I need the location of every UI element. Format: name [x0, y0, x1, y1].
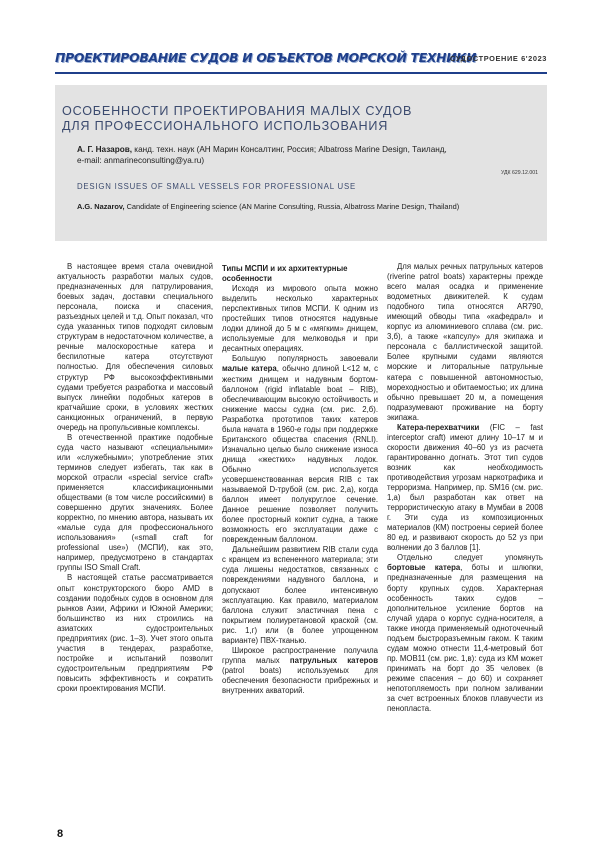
- header-rule: [55, 72, 547, 74]
- text-run: (patrol boats) используемых для обеспечения безопасности прибрежных и внутренних акваторий.: [222, 665, 378, 695]
- page-number: 8: [57, 828, 64, 840]
- text-run: (FIC – fast interceptor craft) имеют длину 10–17 м и скорости движения 40–60 уз из расчета гарантированно догнать. Этот тип судов возник как необходимость противодействия угрозам наркотрафика и терроризма. Например, пр. SM16 (см. рис. 1,а) был разработан как ответ на террористическую атаку в Мумбаи в 2008 г. Эти суда из композиционных материалов (КМ) построены серией более 80 ед. и развивают скорость до 52 уз при волнении до 3 баллов [1].: [387, 422, 543, 553]
- bold-term: Катера-перехватчики: [397, 422, 480, 432]
- paragraph: В отечественной практике подобные суда часто называют «специальными» или «служебными»; употребление этих терминов следует избегать, так как в морской отрасли «special service craft» применяется классификационными обществами (в том числе российскими) в совершенно других значениях. Более корректно, по мнению автора, называть их «малые суда для профессионального использования» («small craft for professional use») (МСПИ), как это, например, предусмотрено в стандартах группы ISO Small Craft.: [57, 432, 213, 573]
- section-title: ПРОЕКТИРОВАНИЕ СУДОВ И ОБЪЕКТОВ МОРСКОЙ ТЕХНИКИ: [55, 50, 477, 65]
- title-ru-line-1: ОСОБЕННОСТИ ПРОЕКТИРОВАНИЯ МАЛЫХ СУДОВ: [62, 104, 413, 118]
- paragraph: В настоящей статье рассматривается опыт конструкторского бюро AMD в создании подобных судов в основном для рынков Азии, Африки и Южной Америки; большинство из них строились на азиатских судостроительных предприятиях (рис. 1–3). Учет этого опыта участия в тендерах, разработке, постройке и испытаний позволит судостроительным предприятиям РФ повысить эффективность и сократить сроки проектирования МСПИ.: [57, 573, 213, 693]
- text-column-1: [57, 262, 213, 694]
- paragraph: Исходя из мирового опыта можно выделить несколько характерных перспективных типов МСПИ. К одним из простейших типов относятся надувные лодки длиной до 5 м с «мягким» днищем, используемые для мелководья и при десантных операциях.: [222, 284, 378, 354]
- text-column-3: [387, 262, 543, 714]
- paragraph: [222, 646, 378, 696]
- text-run: , обычно длиной L<12 м, с жестким днищем и надувным бортом-баллоном (rigid inflatable boat – RIB), обеспечивающим высокую остойчивость и снижение массы судна (см. рис. 2,б). Разработка прототипов таких катеров была начата в 1960-е годы при поддержке Британского общества спасения (RNLI). Изначально целью было снижение износа днища «жестких» надувных лодок. Обычно используется усовершенствованная версия RIB с так называемой D-трубой (см. рис. 2,а), когда баллон имеет полукруглое сечение. Данное решение позволяет получить более просторный кокпит судна, а также возможность его эксплуатации даже с поврежденным баллоном.: [222, 364, 378, 545]
- paragraph: В настоящее время стала очевидной актуальность разработки малых судов, предназначенных для патрулирования, боевых задач, доставки специального персонала, поиска и спасения, разъездных целей и т.д. Опыт показал, что суда указанных типов подходят силовым структурам в недостаточном количестве, а речные малоскоростные катера и беспилотные катера отсутствуют полностью. Для обеспечения силовых структур РФ высокоэффективными судами требуется разработка и массовый выпуск линейки подобных катеров в кратчайшие сроки, в условиях жестких санкционных ограничений, в первую очередь на пропульсивные комплексы.: [57, 262, 213, 432]
- udc-code: УДК 629.12.001: [500, 170, 538, 176]
- author-en: [77, 202, 537, 211]
- paragraph: [387, 423, 543, 554]
- running-header: [55, 50, 547, 72]
- author-en-name: A.G. Nazarov,: [77, 202, 125, 211]
- bold-term: бортовые катера: [387, 563, 461, 573]
- paragraph: [387, 553, 543, 714]
- title-ru-line-2: ДЛЯ ПРОФЕССИОНАЛЬНОГО ИСПОЛЬЗОВАНИЯ: [62, 118, 389, 133]
- bold-term: малые катера: [222, 364, 277, 374]
- article-title-ru: [62, 104, 532, 133]
- author-ru-email: e-mail: anmarineconsulting@ya.ru): [77, 156, 205, 165]
- text-run: Широкое распространение получила группа малых: [222, 645, 378, 665]
- paragraph: [222, 354, 378, 545]
- text-run: Отдельно следует упомянуть: [397, 553, 543, 563]
- section-heading: Типы МСПИ и их архитектурные особенности: [222, 264, 348, 284]
- article-title-en: DESIGN ISSUES OF SMALL VESSELS FOR PROFESSIONAL USE: [77, 182, 356, 191]
- author-en-affiliation: Candidate of Engineering science (AN Marine Consulting, Russia, Albatross Marine Design, Thailand): [124, 202, 460, 211]
- author-ru: [77, 144, 537, 166]
- journal-issue: СУДОСТРОЕНИЕ 6'2023: [450, 54, 547, 63]
- text-run: , боты и шлюпки, предназначенные для размещения на борту крупных судов. Характерная особенность таких судов – дополнительное усиление бортов на случай удара о корпус судна-носителя, а также иногда применяемый одноточечный подъем быстроразъемным гаком. К таким судам можно отнести 11,4-метровый бот пр. MOB11 (см. рис. 1,в): суда из КМ может принимать на борт до 35 человек (в режиме спасения – до 60) и сохраняет непотопляемость при полном заливании за счет встроенных блоков плавучести из пенопласта.: [387, 563, 543, 714]
- paragraph: Для малых речных патрульных катеров (riverine patrol boats) характерны прежде всего малая осадка и применение водометных движителей. К судам подобного типа относятся AR790, имеющий обводы типа «кафедрал» и корпус из алюминиевого сплава (см. рис. 3,б), а также «капсулу» для экипажа и персонала с баллистической защитой. Более крупными судами являются морские и литоральные патрульные катера с повышенной автономностью, мореходностью и обитаемостью; их длина обычно превышает 20 м, а помещения подразумевают проживание на борту экипажа.: [387, 262, 543, 422]
- text-run: Большую популярность завоевали: [232, 354, 378, 364]
- bold-term: патрульных катеров: [289, 655, 378, 665]
- author-ru-affiliation: канд. техн. наук (АН Марин Консалтинг, Россия; Albatross Marine Design, Таиланд,: [132, 145, 447, 154]
- paragraph: Дальнейшим развитием RIB стали суда с кранцем из вспененного материала; эти суда лишены недостатков, связанных с повреждениями надувного баллона, и допускают более интенсивную эксплуатацию. Как правило, материалом баллона служит эластичная пена с покрытием полиуретановой краской (см. рис. 1,г) или (в более упрощенном варианте) ПВХ-тканью.: [222, 545, 378, 645]
- text-column-2: [222, 262, 378, 696]
- author-ru-name: А. Г. Назаров,: [77, 145, 133, 154]
